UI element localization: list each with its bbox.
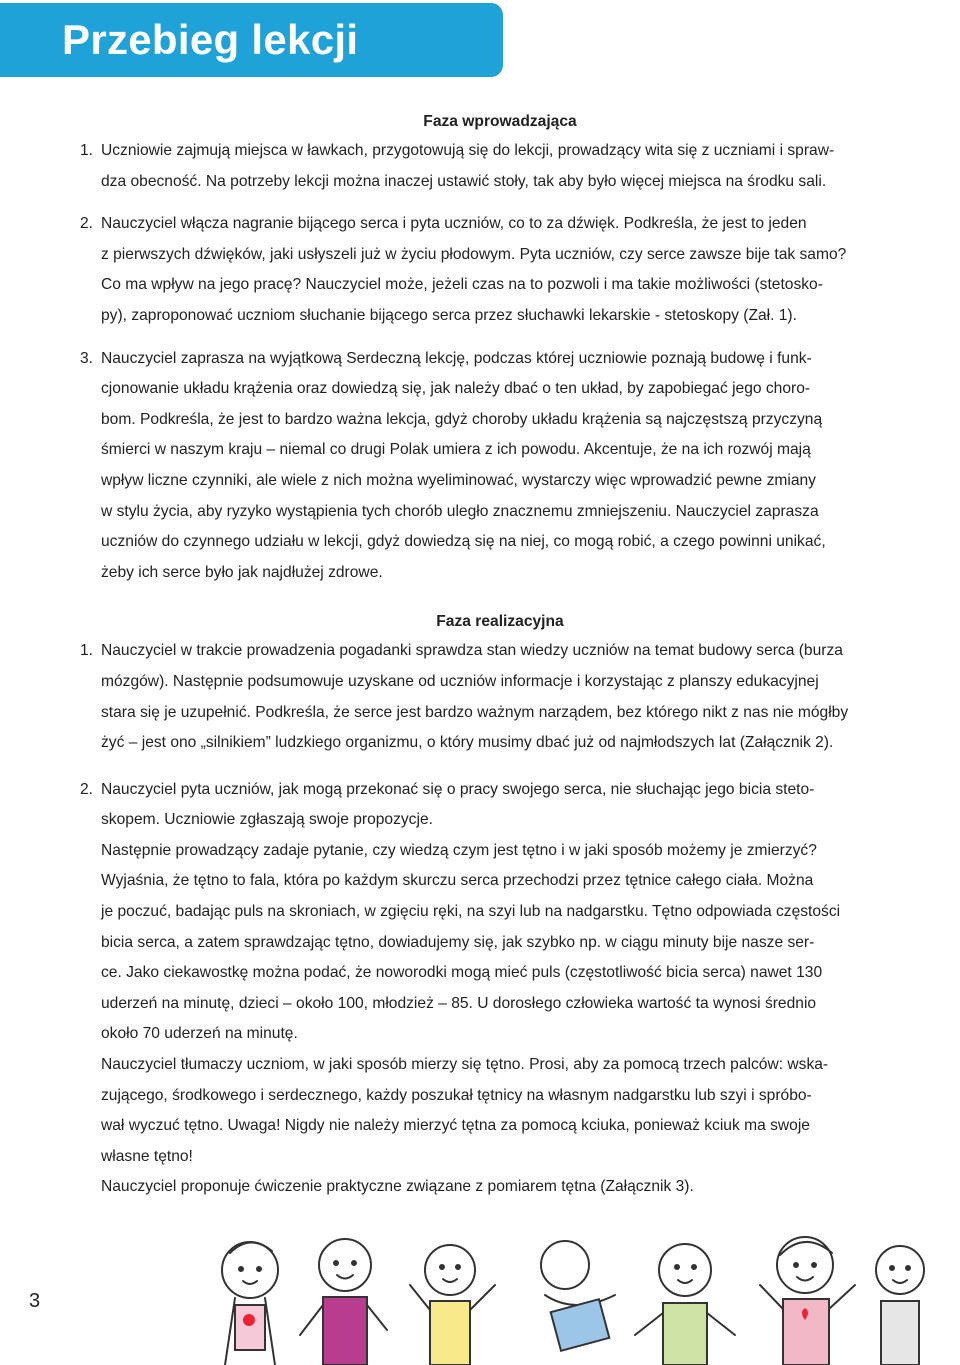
list-item-continuation	[80, 240, 960, 271]
item-text: z pierwszych dźwięków, jaki usłyszeli już w życiu płodowym. Pyta uczniów, czy serce zawsze bije tak samo?	[101, 245, 847, 263]
list-item-continuation	[80, 958, 960, 989]
item-text: skopem. Uczniowie zgłaszają swoje propozycje.	[101, 811, 433, 829]
list-item-continuation	[80, 928, 960, 959]
list-item-continuation	[80, 836, 960, 867]
list-item-continuation	[80, 989, 960, 1020]
list-item-continuation	[80, 405, 960, 436]
item-text: je poczuć, badając puls na skroniach, w zgięciu ręki, na szyi lub na nadgarstku. Tętno odpowiada częstości	[101, 903, 841, 921]
item-text: wpływ liczne czynniki, ale wiele z nich można wyeliminować, wystarczy więc wprowadzić pewne zmiany	[101, 471, 816, 489]
list-item-continuation	[80, 527, 960, 558]
page-title: Przebieg lekcji	[62, 16, 359, 63]
list-item-continuation	[80, 558, 960, 589]
list-item-continuation	[80, 1050, 960, 1081]
header-banner	[0, 3, 503, 77]
item-text: Nauczyciel w trakcie prowadzenia pogadanki sprawdza stan wiedzy uczniów na temat budowy serca (burza	[101, 642, 843, 660]
list-item-continuation	[80, 497, 960, 528]
list-item-continuation	[80, 698, 960, 729]
item-text: Wyjaśnia, że tętno to fala, która po każdym skurczu serca przechodzi przez tętnice całego ciała. Można	[101, 872, 814, 890]
item-text: wał wyczuć tętno. Uwaga! Nigdy nie należy mierzyć tętna za pomocą kciuka, ponieważ kciuk ma swoje	[101, 1117, 810, 1135]
item-text: zującego, środkowego i serdecznego, każdy poszukał tętnicy na własnym nadgarstku lub szyi i spróbo-	[101, 1086, 812, 1104]
item-text: uczniów do czynnego udziału w lekcji, gdyż dowiedzą się na niej, co mogą robić, a czego powinni unikać,	[101, 533, 826, 551]
item-text: dza obecność. Na potrzeby lekcji można inaczej ustawić stoły, tak aby było więcej miejsca na środku sali.	[101, 172, 827, 190]
list-item-continuation	[80, 1172, 960, 1203]
list-item-continuation	[80, 435, 960, 466]
item-text: py), zaproponować uczniom słuchanie bijącego serca przez słuchawki lekarskie - stetoskopy (Zał. 1).	[101, 306, 797, 324]
list-item	[80, 775, 960, 806]
item-text: żyć – jest ono „silnikiem” ludzkiego organizmu, o który musimy dbać już od najmłodszych lat (Załącznik 2).	[101, 734, 834, 752]
children-illustration	[205, 1225, 935, 1365]
item-text: ce. Jako ciekawostkę można podać, że noworodki mogą mieć puls (częstotliwość bicia serca) nawet 130	[101, 964, 823, 982]
list-item	[80, 636, 960, 667]
item-text: mózgów). Następnie podsumowuje uzyskane od uczniów informacje i korzystając z planszy edukacyjnej	[101, 672, 819, 690]
item-text: śmierci w naszym kraju – niemal co drugi Polak umiera z ich powodu. Akcentuje, że na ich rozwój mają	[101, 441, 811, 459]
list-item-continuation	[80, 1081, 960, 1112]
item-number: 2.	[80, 215, 94, 233]
list-item-continuation	[80, 805, 960, 836]
list-item-continuation	[80, 270, 960, 301]
item-text: stara się je uzupełnić. Podkreśla, że serce jest bardzo ważnym narządem, bez którego nikt z nas nie mógłby	[101, 703, 849, 721]
list-item	[80, 209, 960, 240]
item-text: cjonowanie układu krążenia oraz dowiedzą się, jak należy dbać o ten układ, by zapobiegać jego choro-	[101, 380, 811, 398]
item-text: Nauczyciel zaprasza na wyjątkową Serdeczną lekcję, podczas której uczniowie poznają budowę i funk-	[101, 349, 812, 367]
section-title-intro: Faza wprowadzająca	[423, 113, 577, 130]
list-item-continuation	[80, 897, 960, 928]
list-item-continuation	[80, 301, 960, 332]
list-item-continuation	[80, 667, 960, 698]
list-item-continuation	[80, 374, 960, 405]
item-text: Nauczyciel tłumaczy uczniom, w jaki sposób mierzy się tętno. Prosi, aby za pomocą trzech palców: wska-	[101, 1056, 829, 1074]
list-item-continuation	[80, 1142, 960, 1173]
list-item-continuation	[80, 1019, 960, 1050]
list-item	[80, 344, 960, 375]
list-item-continuation	[80, 1111, 960, 1142]
item-number: 1.	[80, 642, 94, 660]
item-text: Nauczyciel pyta uczniów, jak mogą przekonać się o pracy swojego serca, nie słuchając jego bicia steto-	[101, 780, 815, 798]
item-text: żeby ich serce było jak najdłużej zdrowe.	[101, 563, 383, 581]
list-item-continuation	[80, 728, 960, 759]
item-text: Nauczyciel włącza nagranie bijącego serca i pyta uczniów, co to za dźwięk. Podkreśla, że jest to jeden	[101, 215, 807, 233]
item-text: w stylu życia, aby ryzyko wystąpienia tych chorób uległo znacznemu zmniejszeniu. Nauczyciel zaprasza	[101, 502, 819, 520]
item-text: własne tętno!	[101, 1147, 193, 1165]
page-number: 3	[29, 1290, 41, 1312]
item-text: Uczniowie zajmują miejsca w ławkach, przygotowują się do lekcji, prowadzący wita się z uczniami i spraw-	[101, 142, 835, 159]
item-number: 2.	[80, 780, 94, 798]
item-text: bom. Podkreśla, że jest to bardzo ważna lekcja, gdyż choroby układu krążenia są najczęstszą przyczyną	[101, 410, 823, 428]
list-item-continuation	[80, 167, 960, 198]
item-text: Co ma wpływ na jego pracę? Nauczyciel może, jeżeli czas na to pozwoli i ma takie możliwości (stetosko-	[101, 276, 823, 294]
item-number: 3.	[80, 349, 94, 367]
lesson-content	[80, 108, 960, 1203]
item-text: Nauczyciel proponuje ćwiczenie praktyczne związane z pomiarem tętna (Załącznik 3).	[101, 1178, 694, 1196]
item-text: uderzeń na minutę, dzieci – około 100, młodzież – 85. U dorosłego człowieka wartość ta wynosi średnio	[101, 994, 817, 1012]
section-title-realization: Faza realizacyjna	[436, 613, 564, 631]
list-item-continuation	[80, 466, 960, 497]
list-item-continuation	[80, 866, 960, 897]
item-number: 1.	[80, 142, 94, 159]
item-text: bicia serca, a zatem sprawdzając tętno, dowiadujemy się, jak szybko np. w ciągu minuty bije nasze ser-	[101, 933, 815, 951]
item-text: około 70 uderzeń na minutę.	[101, 1025, 298, 1043]
list-item	[80, 136, 960, 167]
item-text: Następnie prowadzący zadaje pytanie, czy wiedzą czym jest tętno i w jaki sposób możemy je zmierzyć?	[101, 841, 817, 859]
